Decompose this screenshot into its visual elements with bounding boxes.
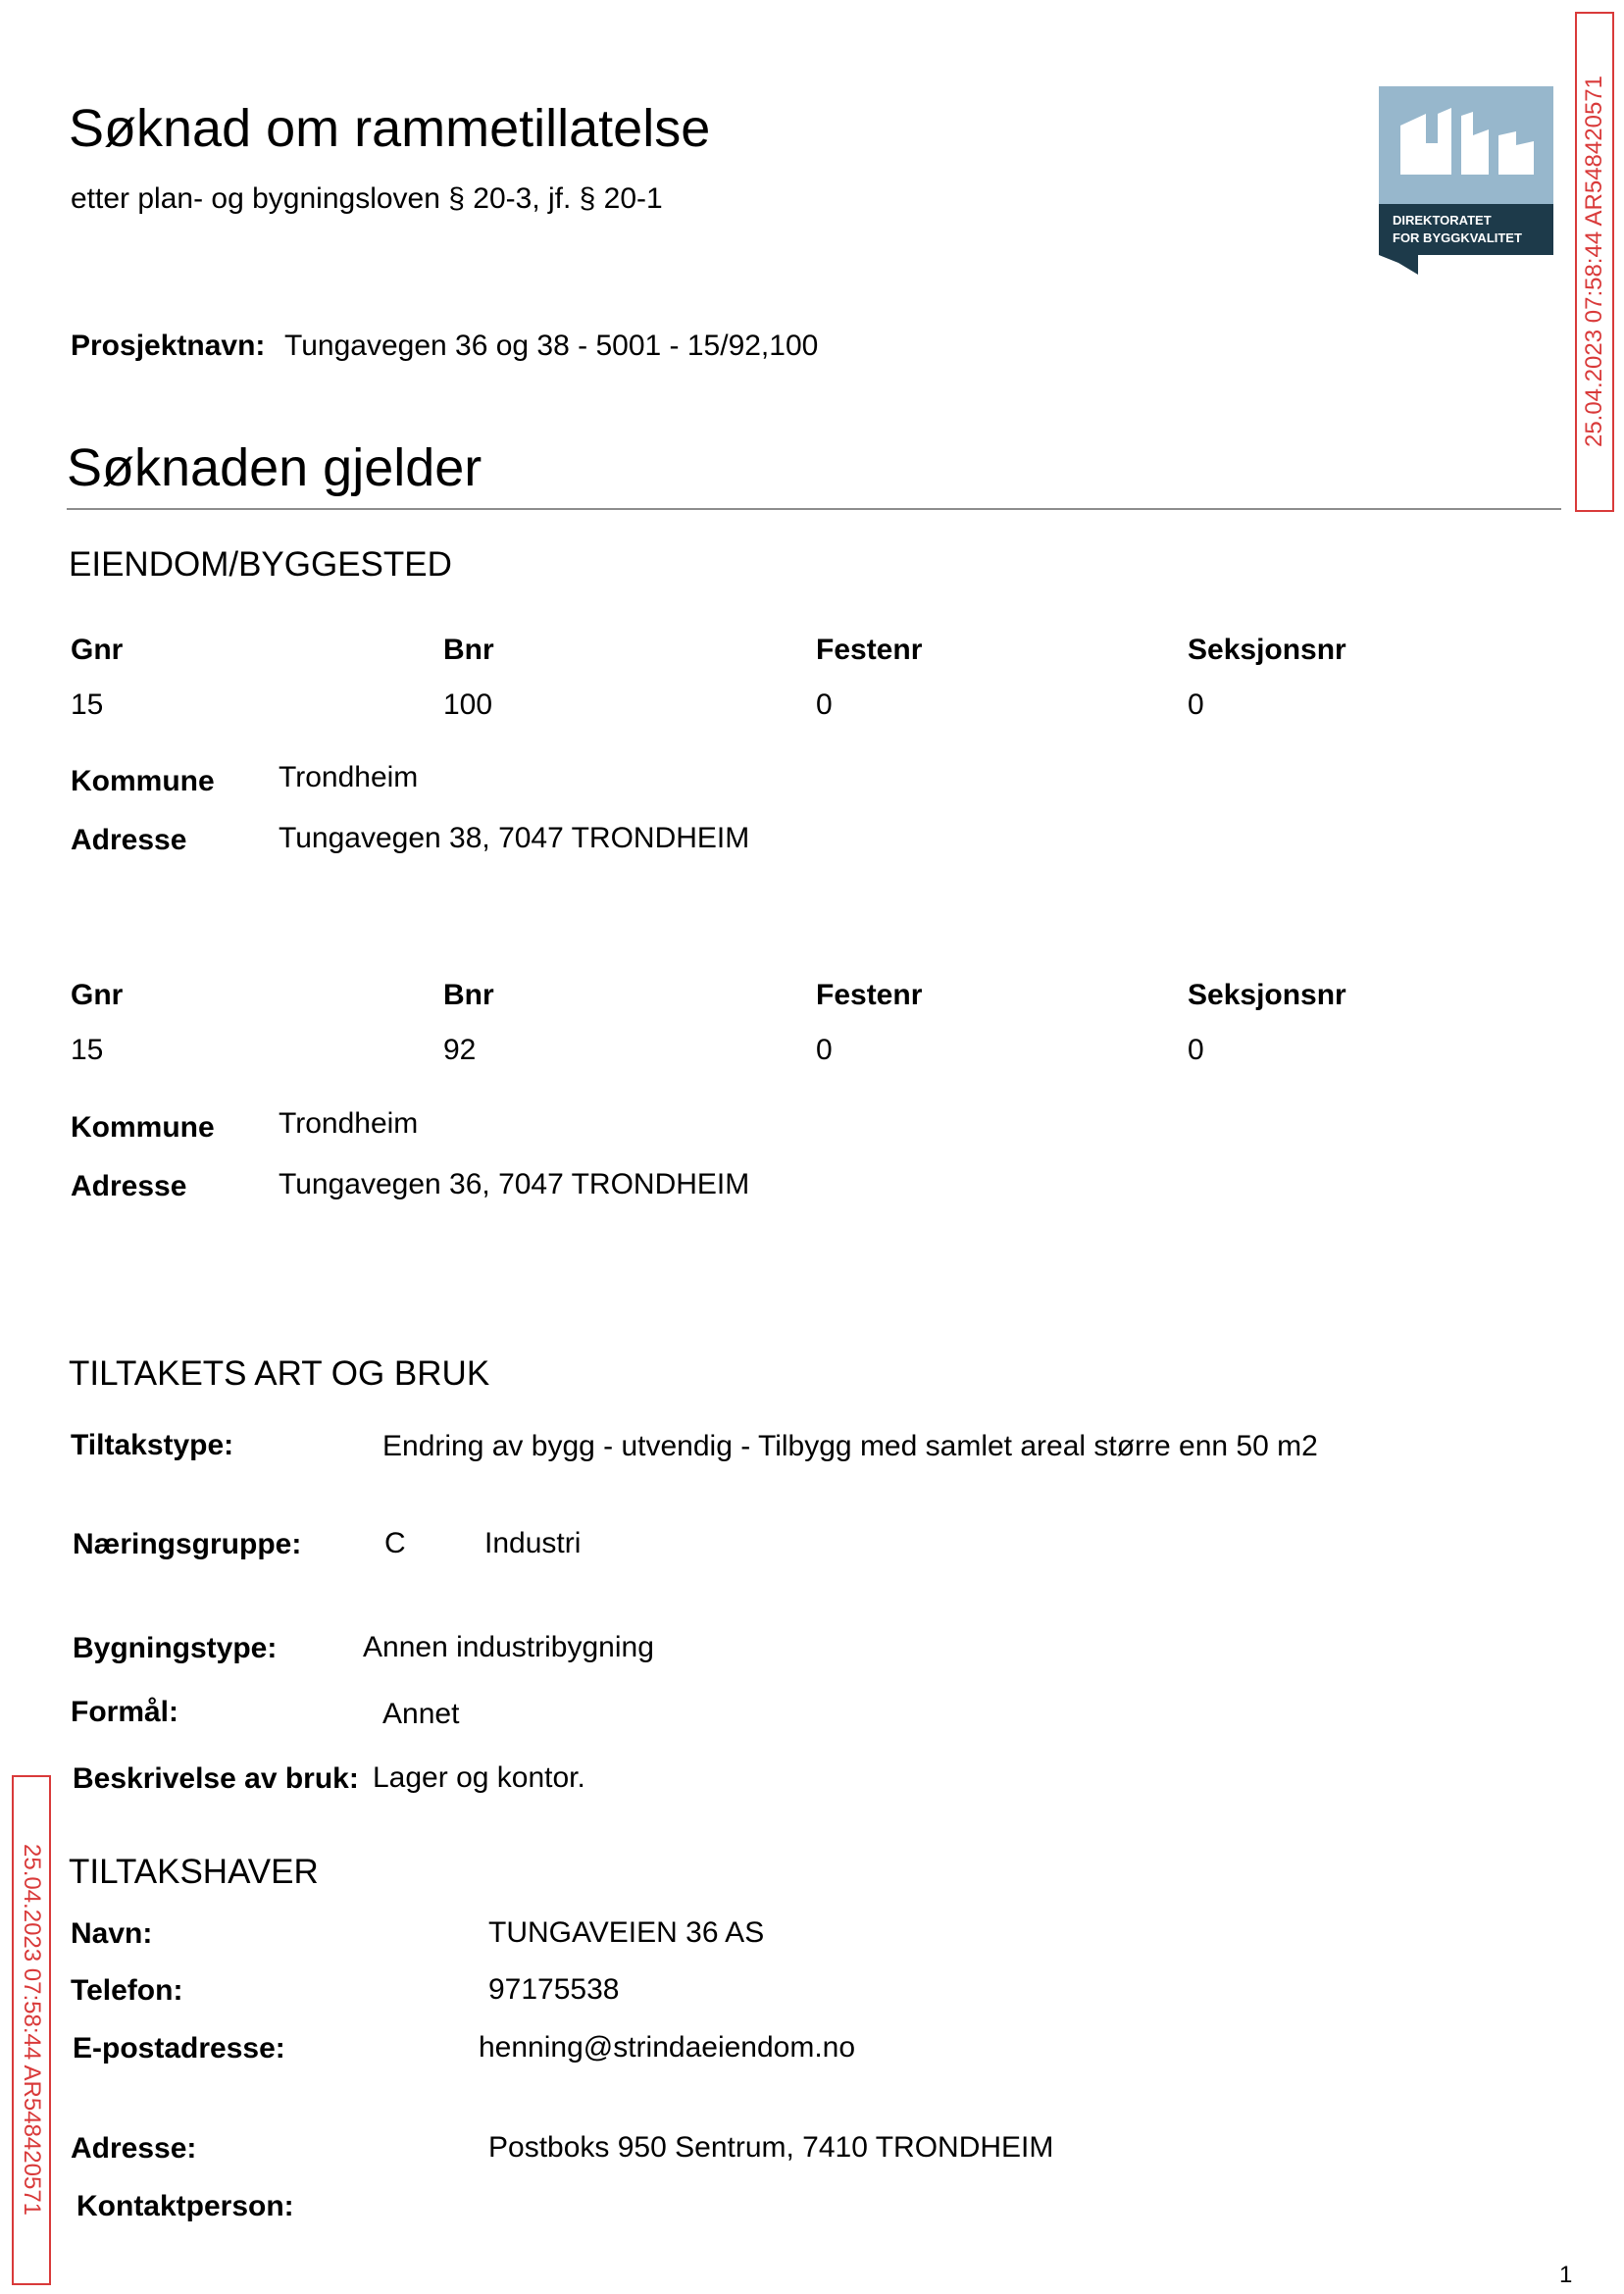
navn-label: Navn: [71,1917,153,1950]
logo-text-line1: DIREKTORATET [1393,213,1492,228]
bnr-label: Bnr [443,979,494,1011]
festenr-value: 0 [816,1034,833,1066]
project-name-label: Prosjektnavn: [71,330,266,362]
tiltakstype-value: Endring av bygg - utvendig - Tilbygg med samlet areal større enn 50 m2 [382,1430,1318,1462]
festenr-label: Festenr [816,979,923,1011]
naeringsgruppe-value: Industri [484,1527,582,1559]
festenr-value: 0 [816,688,833,721]
gnr-label: Gnr [71,634,124,666]
bnr-label: Bnr [443,634,494,666]
tiltak-heading: TILTAKETS ART OG BRUK [69,1354,490,1393]
project-name-value: Tungavegen 36 og 38 - 5001 - 15/92,100 [284,330,819,362]
section-divider [67,508,1561,510]
receipt-stamp-top [1575,12,1614,512]
formal-value: Annet [382,1698,460,1730]
epost-label: E-postadresse: [73,2032,285,2065]
adresse-label: Adresse: [71,2132,197,2165]
document-subtitle: etter plan- og bygningsloven § 20-3, jf. § 20-1 [71,182,663,215]
kommune-label: Kommune [71,765,215,797]
beskrivelse-label: Beskrivelse av bruk: [73,1762,359,1795]
adresse-label: Adresse [71,824,187,856]
stamp-text: 25.04.2023 07:58:44 AR548420571 [1581,76,1607,448]
bnr-value: 100 [443,688,493,721]
telefon-label: Telefon: [71,1974,183,2007]
receipt-stamp-bottom [12,1775,51,2285]
seksjonsnr-label: Seksjonsnr [1188,634,1346,666]
tiltakstype-label: Tiltakstype: [71,1429,234,1461]
beskrivelse-value: Lager og kontor. [373,1761,585,1794]
formal-label: Formål: [71,1696,179,1728]
eiendom-heading: EIENDOM/BYGGESTED [69,545,452,584]
festenr-label: Festenr [816,634,923,666]
gnr-value: 15 [71,1034,104,1066]
naeringsgruppe-code: C [384,1527,406,1559]
navn-value: TUNGAVEIEN 36 AS [488,1916,765,1949]
seksjonsnr-label: Seksjonsnr [1188,979,1346,1011]
adresse-value: Tungavegen 38, 7047 TRONDHEIM [279,822,750,854]
epost-value: henning@strindaeiendom.no [479,2031,856,2064]
adresse-value: Postboks 950 Sentrum, 7410 TRONDHEIM [488,2131,1054,2164]
gnr-value: 15 [71,688,104,721]
kommune-value: Trondheim [279,1107,419,1140]
kommune-label: Kommune [71,1111,215,1144]
dibk-logo [1379,86,1553,275]
bygningstype-value: Annen industribygning [363,1631,654,1663]
kommune-value: Trondheim [279,761,419,793]
bnr-value: 92 [443,1034,477,1066]
adresse-label: Adresse [71,1170,187,1202]
section-title: Søknaden gjelder [67,438,482,497]
gnr-label: Gnr [71,979,124,1011]
stamp-text: 25.04.2023 07:58:44 AR548420571 [19,1844,45,2217]
logo-text-line2: FOR BYGGKVALITET [1393,230,1522,245]
bygningstype-label: Bygningstype: [73,1632,278,1664]
kontaktperson-label: Kontaktperson: [76,2190,294,2222]
seksjonsnr-value: 0 [1188,1034,1204,1066]
tiltakshaver-heading: TILTAKSHAVER [69,1853,319,1891]
adresse-value: Tungavegen 36, 7047 TRONDHEIM [279,1168,750,1200]
page-number: 1 [1559,2262,1573,2288]
document-title: Søknad om rammetillatelse [69,99,711,158]
naeringsgruppe-label: Næringsgruppe: [73,1528,302,1560]
telefon-value: 97175538 [488,1973,620,2006]
seksjonsnr-value: 0 [1188,688,1204,721]
